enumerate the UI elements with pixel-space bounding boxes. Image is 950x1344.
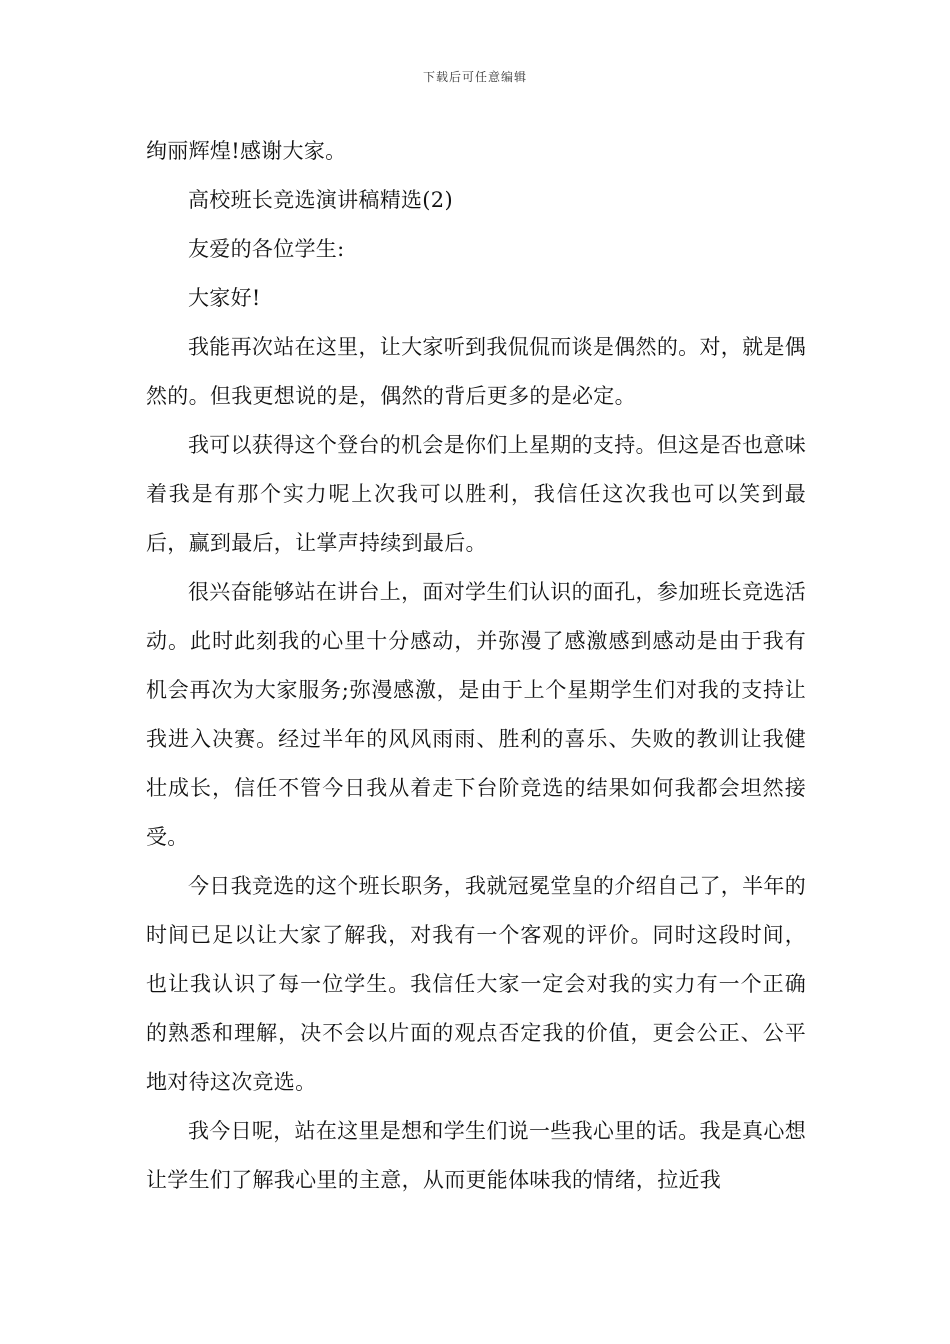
paragraph: 很兴奋能够站在讲台上，面对学生们认识的面孔，参加班长竞选活动。此时此刻我的心里十分感动，并弥漫了感激感到感动是由于我有机会再次为大家服务;弥漫感激，是由于上个星期学生们对我的支持让我进入决赛。经过半年的风风雨雨、胜利的喜乐、失败的教训让我健壮成长，信任不管今日我从着走下台阶竞选的结果如何我都会坦然接受。 bbox=[146, 580, 806, 849]
section-title: 高校班长竞选演讲稿精选(2) bbox=[188, 188, 453, 212]
page-header: 下载后可任意编辑 bbox=[422, 70, 527, 84]
paragraph: 我能再次站在这里，让大家听到我侃侃而谈是偶然的。对，就是偶然的。但我更想说的是，偶然的背后更多的是必定。 bbox=[146, 335, 806, 408]
paragraph: 我可以获得这个登台的机会是你们上星期的支持。但这是否也意味着我是有那个实力呢上次我可以胜利，我信任这次我也可以笑到最后，赢到最后，让掌声持续到最后。 bbox=[146, 433, 806, 555]
paragraph: 今日我竞选的这个班长职务，我就冠冕堂皇的介绍自己了，半年的时间已足以让大家了解我，对我有一个客观的评价。同时这段时间，也让我认识了每一位学生。我信任大家一定会对我的实力有一个正确的熟悉和理解，决不会以片面的观点否定我的价值，更会公正、公平地对待这次竞选。 bbox=[146, 874, 806, 1094]
greeting: 大家好! bbox=[188, 286, 261, 310]
paragraph-continuation: 绚丽辉煌!感谢大家。 bbox=[146, 139, 347, 163]
salutation: 友爱的各位学生: bbox=[188, 237, 345, 261]
paragraph: 我今日呢，站在这里是想和学生们说一些我心里的话。我是真心想让学生们了解我心里的主意，从而更能体味我的情绪，拉近我 bbox=[146, 1119, 806, 1192]
document-body bbox=[146, 127, 806, 1205]
